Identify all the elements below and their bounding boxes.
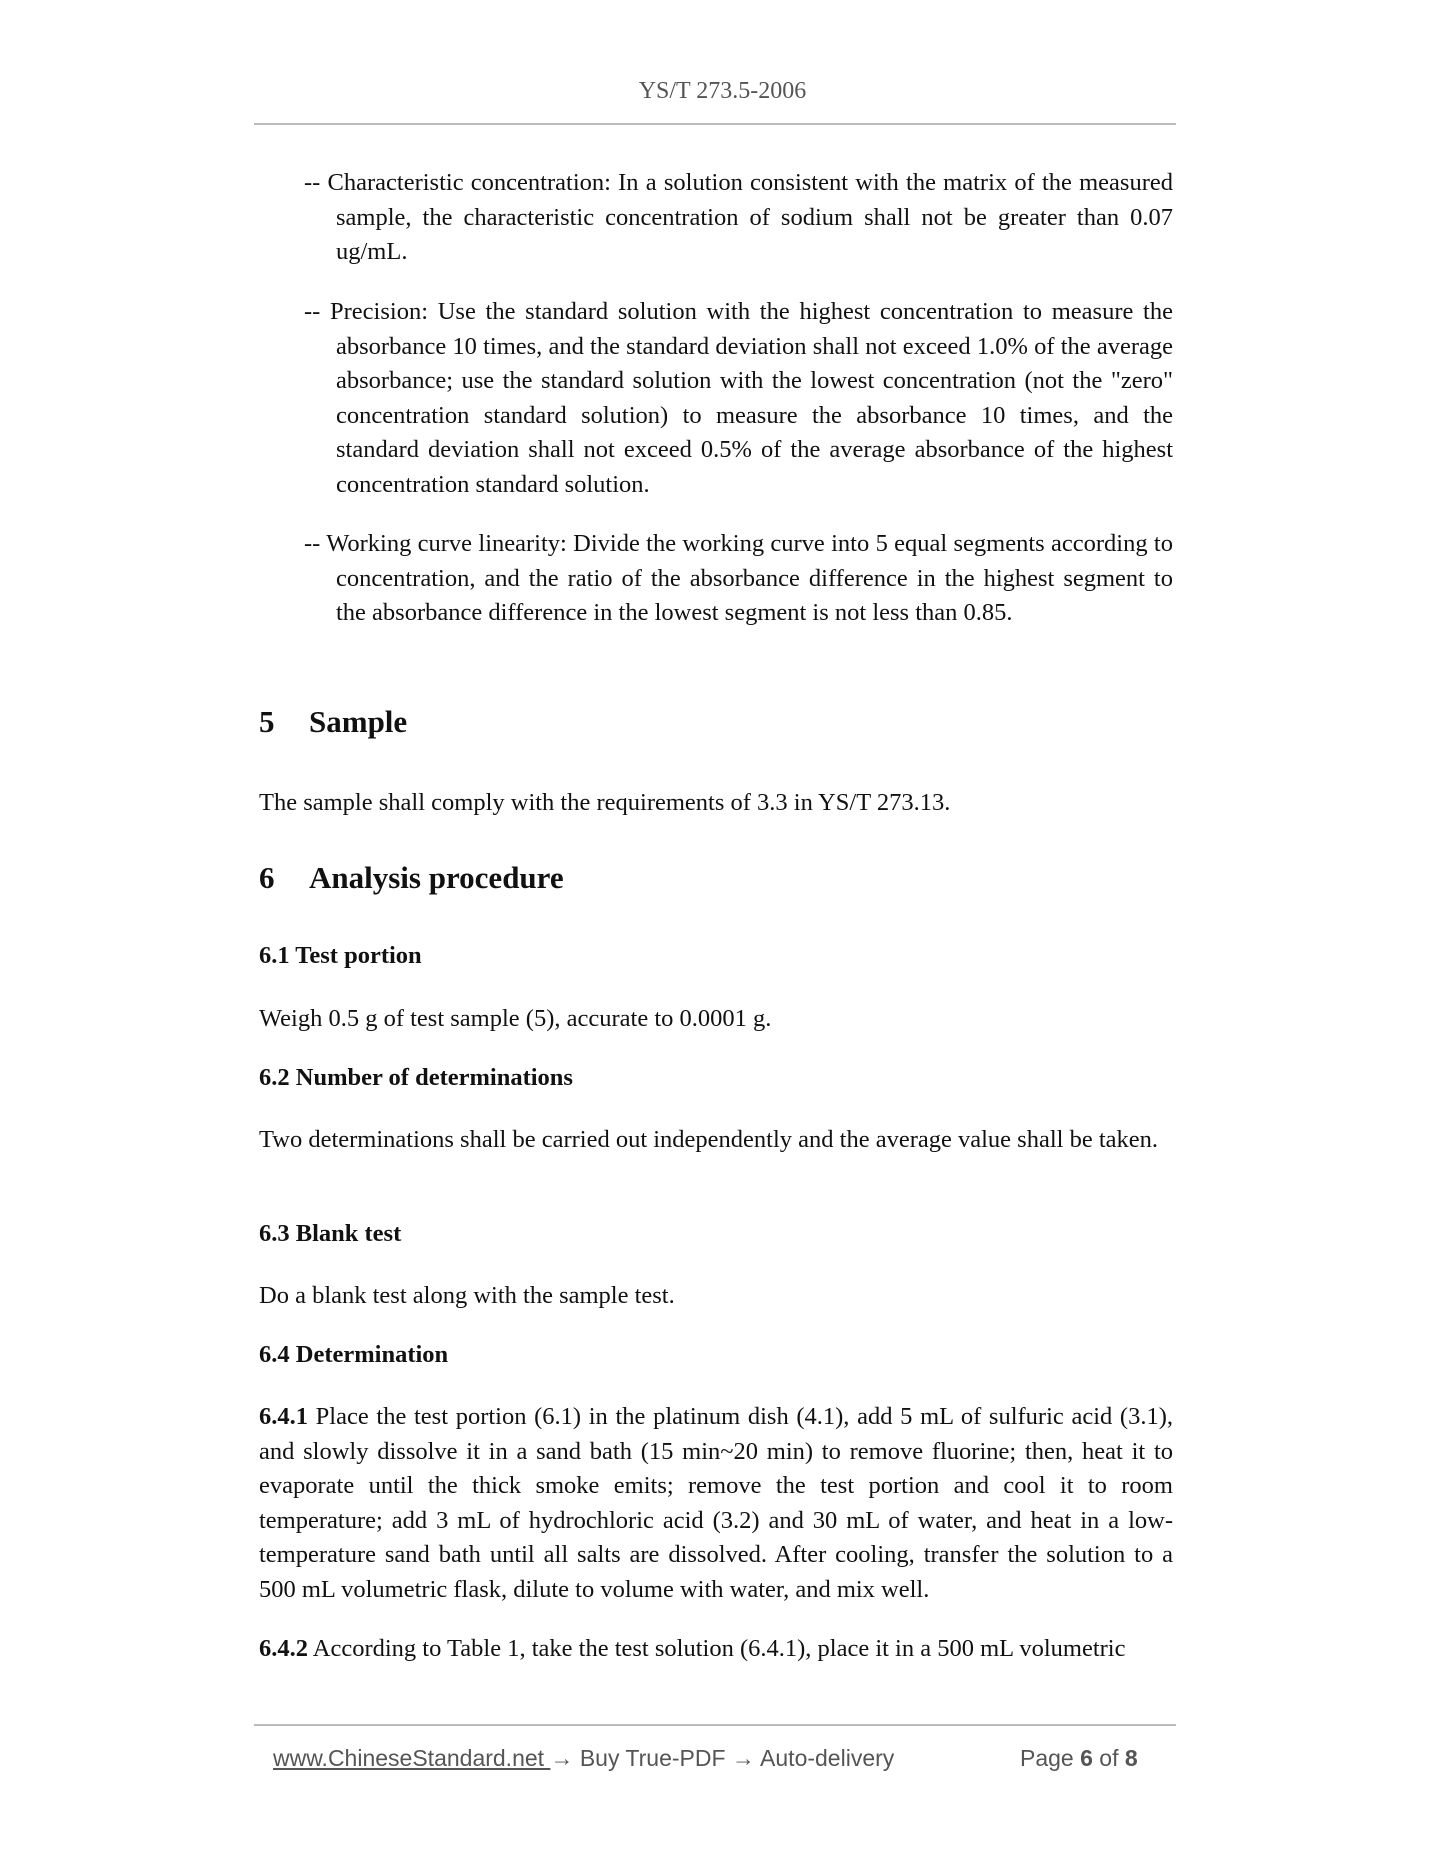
clause-number: 6.4.2 [259, 1635, 308, 1662]
clause-text: According to Table 1, take the test solution (6.4.1), place it in a 500 mL volumetric [308, 1635, 1126, 1662]
heading-sample [259, 704, 407, 740]
page-indicator [1020, 1745, 1138, 1772]
chinesestandard-link[interactable]: www.ChineseStandard.net [273, 1745, 551, 1771]
arrow-icon: → [731, 1745, 755, 1771]
heading-6-1: 6.1 Test portion [259, 942, 422, 969]
auto-delivery-text: Auto-delivery [754, 1745, 895, 1771]
footer-divider [254, 1724, 1176, 1726]
heading-6-3: 6.3 Blank test [259, 1220, 402, 1247]
paragraph-6-4-1 [259, 1400, 1173, 1608]
paragraph-6-2: Two determinations shall be carried out independently and the average value shall be taken. [259, 1126, 1159, 1153]
bullet-characteristic-concentration: -- Characteristic concentration: In a solution consistent with the matrix of the measured sample, the characteristic concentration of sodium shall not be greater than 0.07 ug/mL. [304, 169, 1173, 266]
footer-links [273, 1745, 894, 1772]
arrow-icon: → [550, 1745, 574, 1771]
bullet-linearity: -- Working curve linearity: Divide the working curve into 5 equal segments according to concentration, and the ratio of the absorbance difference in the highest segment to the absorbance difference in the lowest segment is not less than 0.85. [304, 530, 1173, 627]
section-title: Sample [309, 704, 408, 739]
doc-header: YS/T 273.5-2006 [638, 78, 807, 104]
section-number: 5 [259, 704, 275, 739]
paragraph-6-3: Do a blank test along with the sample test. [259, 1282, 675, 1309]
paragraph-6-4-2 [259, 1632, 1173, 1667]
clause-text: Place the test portion (6.1) in the platinum dish (4.1), add 5 mL of sulfuric acid (3.1), and slowly dissolve it in a sand bath (15 min~20 min) to remove fluorine; then, heat it to evaporate until the thick smoke emits; remove the test portion and cool it to room temperature; add 3 mL of hydrochloric acid (3.2) and 30 mL of water, and heat in a low-temperature sand bath until all salts are dissolved. After cooling, transfer the solution to a 500 mL volumetric flask, dilute to volume with water, and mix well. [259, 1403, 1173, 1603]
page-label: Page [1020, 1745, 1074, 1771]
bullet-precision: -- Precision: Use the standard solution with the highest concentration to measure the absorbance 10 times, and the standard deviation shall not exceed 1.0% of the average absorbance; use the standard solution with the lowest concentration (not the "zero" concentration standard solution) to measure the absorbance 10 times, and the standard deviation shall not exceed 0.5% of the average absorbance of the highest concentration standard solution. [304, 298, 1173, 498]
total-pages: 8 [1124, 1745, 1138, 1771]
current-page: 6 [1080, 1745, 1093, 1771]
section-title: Analysis procedure [309, 860, 564, 895]
heading-6-2: 6.2 Number of determinations [259, 1064, 573, 1091]
clause-number: 6.4.1 [259, 1403, 308, 1430]
heading-6-4: 6.4 Determination [259, 1341, 449, 1368]
paragraph-6-1: Weigh 0.5 g of test sample (5), accurate to 0.0001 g. [259, 1005, 772, 1032]
of-label: of [1099, 1745, 1119, 1771]
section-number: 6 [259, 860, 275, 895]
buy-text: Buy True-PDF [573, 1745, 732, 1771]
sample-paragraph: The sample shall comply with the requirements of 3.3 in YS/T 273.13. [259, 789, 951, 816]
heading-analysis-procedure [259, 860, 564, 896]
header-divider [254, 123, 1176, 125]
